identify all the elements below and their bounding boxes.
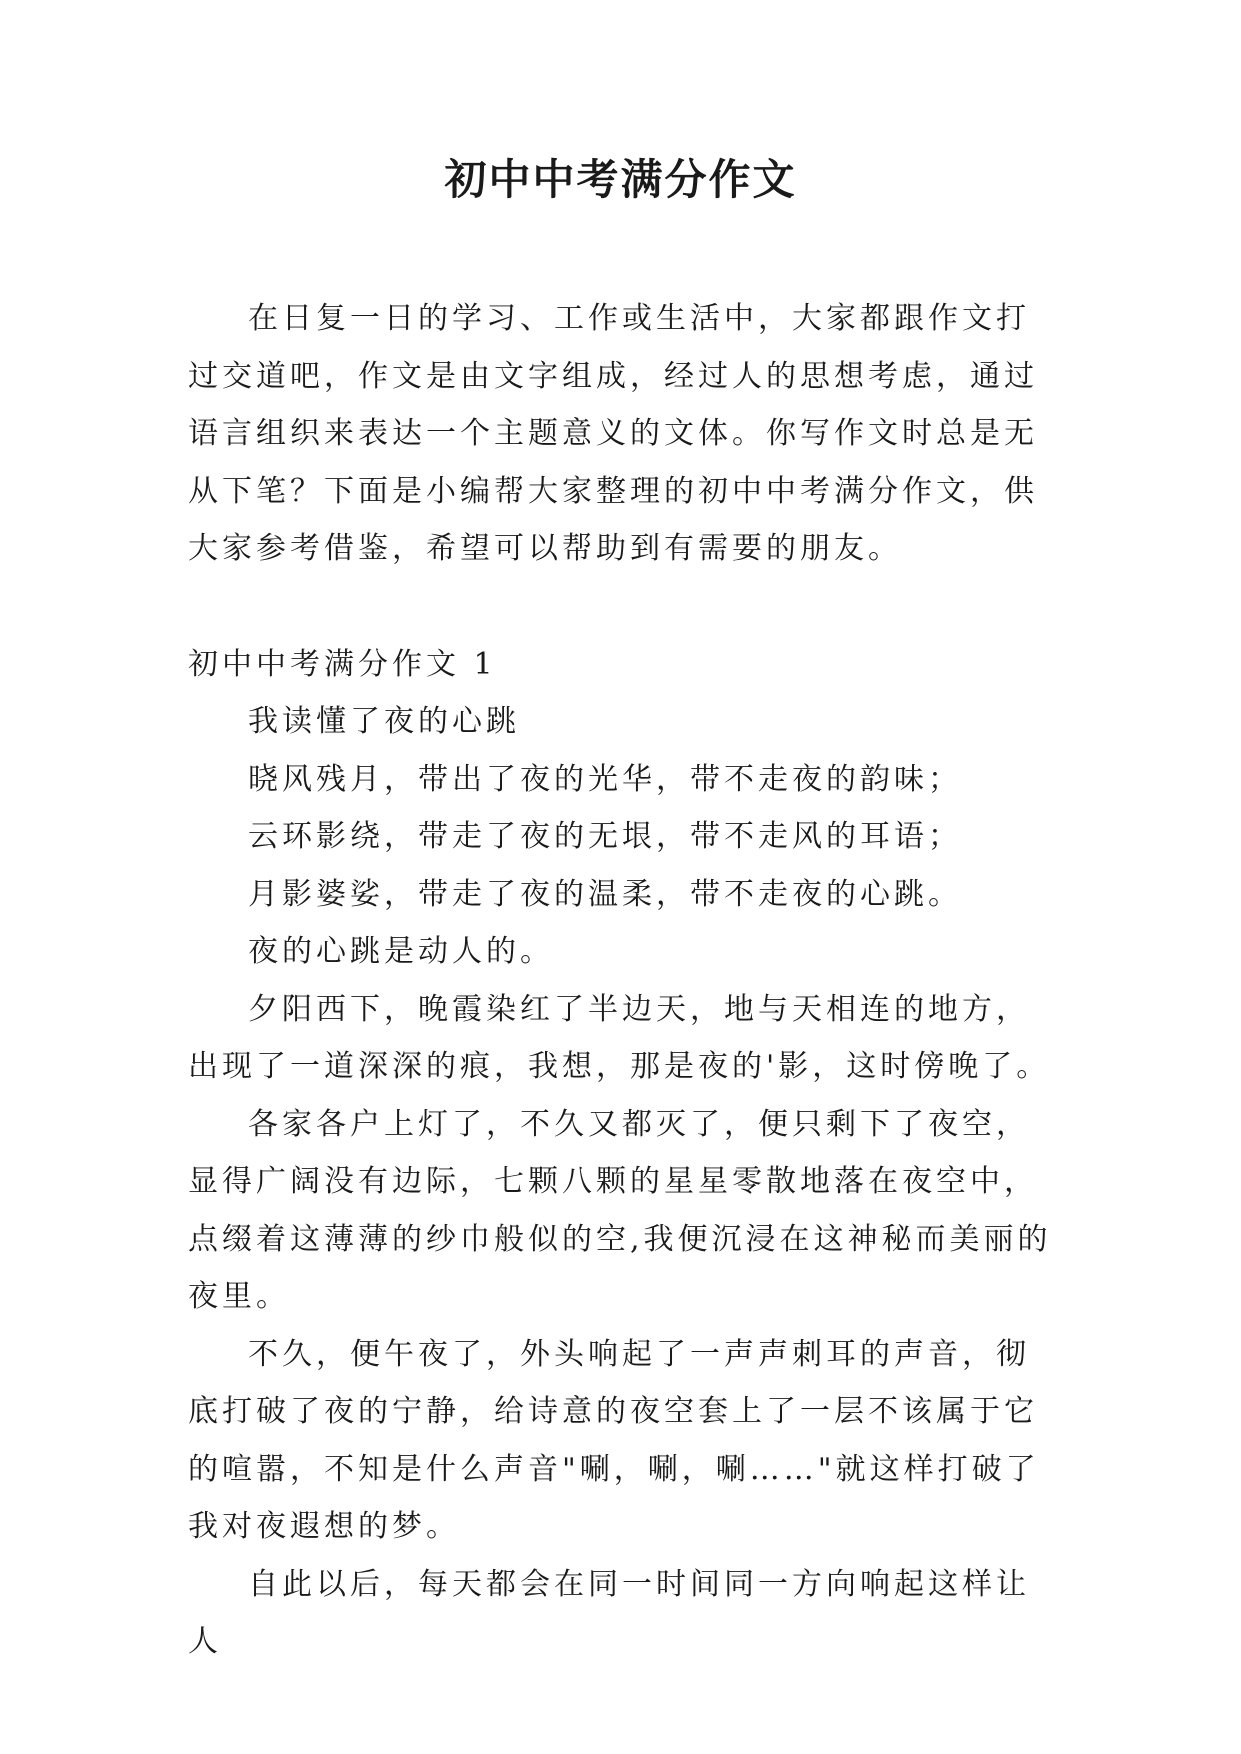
essay-paragraph: 自此以后，每天都会在同一时间同一方向响起这样让人	[188, 1566, 1030, 1659]
intro-paragraph: 在日复一日的学习、工作或生活中，大家都跟作文打过交道吧，作文是由文字组成，经过人的思想考虑，通过语言组织来表达一个主题意义的文体。你写作文时总是无从下笔？下面是小编帮大家整理的初中中考满分作文，供大家参考借鉴，希望可以帮助到有需要的朋友。	[188, 301, 1038, 566]
essay-paragraph: 晓风残月，带出了夜的光华，带不走夜的韵味；	[248, 761, 962, 797]
essay-paragraph: 夕阳西下，晚霞染红了半边天，地与天相连的地方，出现了一道深深的痕，我想，那是夜的'影，这时傍晚了。	[188, 991, 1051, 1084]
document-title: 初中中考满分作文	[444, 155, 797, 204]
section-heading: 初中中考满分作文 1	[188, 646, 497, 682]
essay-paragraph: 月影婆娑，带走了夜的温柔，带不走夜的心跳。	[248, 876, 962, 912]
essay-paragraph: 云环影绕，带走了夜的无垠，带不走风的耳语；	[248, 819, 962, 854]
document-body	[188, 290, 1053, 1671]
essay-paragraph: 各家各户上灯了，不久又都灭了，便只剩下了夜空，显得广阔没有边际，七颗八颗的星星零散地落在夜空中，点缀着这薄薄的纱巾般似的空,我便沉浸在这神秘而美丽的夜里。	[188, 1106, 1052, 1314]
essay-paragraph: 夜的心跳是动人的。	[248, 934, 554, 969]
essay-subtitle: 我读懂了夜的心跳	[248, 704, 520, 739]
essay-paragraph: 不久，便午夜了，外头响起了一声声刺耳的声音，彻底打破了夜的宁静，给诗意的夜空套上了一层不该属于它的喧嚣，不知是什么声音"唰，唰，唰……"就这样打破了我对夜遐想的梦。	[188, 1336, 1040, 1544]
